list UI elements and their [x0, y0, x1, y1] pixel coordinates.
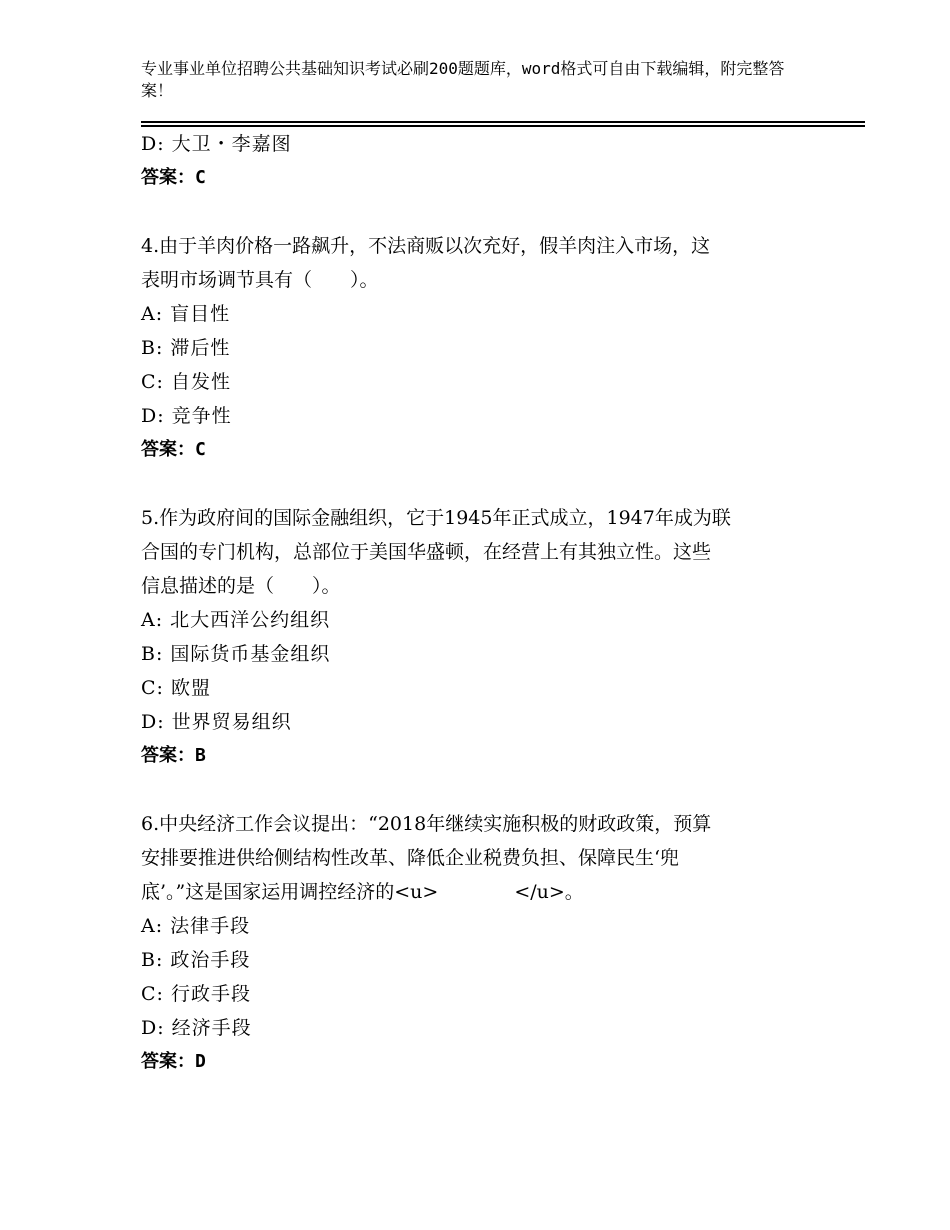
question-text-line: 表明市场调节具有（ ）。: [141, 269, 379, 291]
question-text-line: 信息描述的是（ ）。: [141, 575, 341, 597]
header-rule-top: [141, 121, 865, 123]
answer-line: 答案：C: [141, 167, 206, 188]
option-c: C: 行政手段: [141, 983, 251, 1005]
previous-question-tail: [141, 127, 861, 195]
question-5: [141, 501, 861, 773]
option-c: C: 欧盟: [141, 677, 211, 699]
question-text-line: 5.作为政府间的国际金融组织，它于1945年正式成立，1947年成为联: [141, 507, 731, 529]
question-6: [141, 807, 861, 1079]
question-text-line: 4.由于羊肉价格一路飙升，不法商贩以次充好，假羊肉注入市场，这: [141, 235, 711, 257]
spacer: [141, 773, 861, 807]
option-c: C: 自发性: [141, 371, 231, 393]
option-d: D: 大卫・李嘉图: [141, 133, 292, 155]
header-text: 专业事业单位招聘公共基础知识考试必刷200题题库，word格式可自由下载编辑，附完整答案！: [141, 59, 785, 100]
document-body: [141, 127, 861, 1079]
option-b: B: 滞后性: [141, 337, 231, 359]
page-header: [141, 58, 801, 102]
option-a: A: 盲目性: [141, 303, 231, 325]
spacer: [141, 467, 861, 501]
question-text-line: 合国的专门机构，总部位于美国华盛顿，在经营上有其独立性。这些: [141, 541, 712, 563]
spacer: [141, 195, 861, 229]
option-d: D: 竞争性: [141, 405, 232, 427]
question-text-line: 安排要推进供给侧结构性改革、降低企业税费负担、保障民生‘兜: [141, 847, 680, 869]
answer-line: 答案：C: [141, 439, 206, 460]
question-4: [141, 229, 861, 467]
option-d: D: 世界贸易组织: [141, 711, 292, 733]
answer-line: 答案：D: [141, 1051, 206, 1072]
option-a: A: 法律手段: [141, 915, 251, 937]
question-text-line: 6.中央经济工作会议提出：“2018年继续实施积极的财政政策，预算: [141, 813, 712, 835]
option-b: B: 国际货币基金组织: [141, 643, 331, 665]
answer-line: 答案：B: [141, 745, 206, 766]
option-d: D: 经济手段: [141, 1017, 252, 1039]
option-b: B: 政治手段: [141, 949, 251, 971]
option-a: A: 北大西洋公约组织: [141, 609, 331, 631]
question-text-line: 底’。”这是国家运用调控经济的<u> </u>。: [141, 881, 584, 903]
